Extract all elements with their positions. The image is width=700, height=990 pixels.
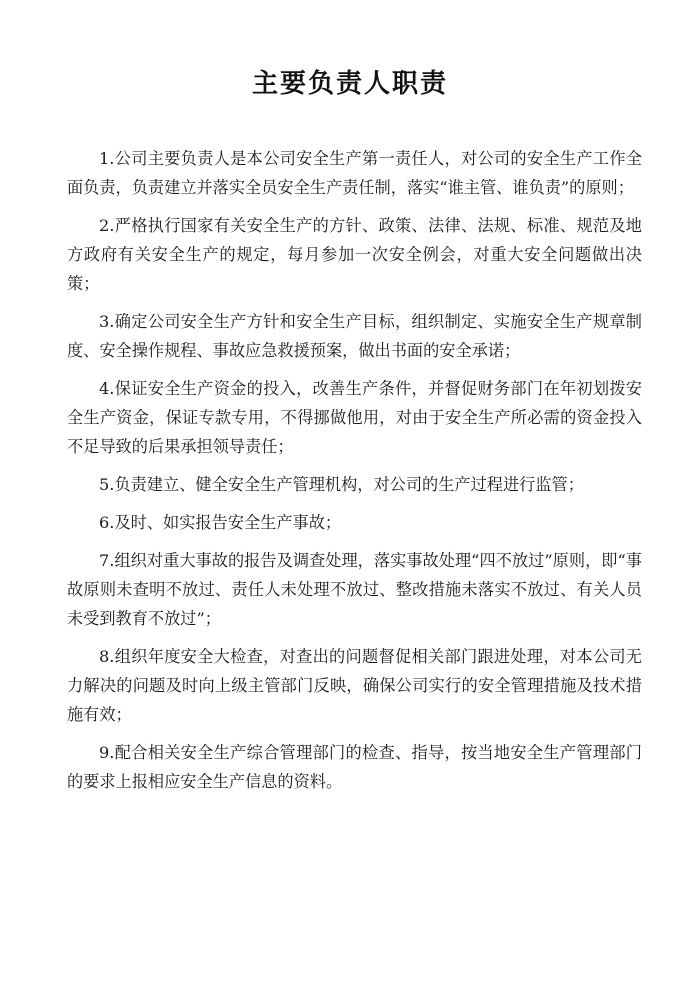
paragraph-7: 7.组织对重大事故的报告及调查处理，落实事故处理“四不放过”原则，即“事故原则未查明不放过、责任人未处理不放过、整改措施未落实不放过、有关人员未受到教育不放过”； — [67, 551, 642, 628]
paragraph-2: 2.严格执行国家有关安全生产的方针、政策、法律、法规、标准、规范及地方政府有关安全生产的规定，每月参加一次安全例会，对重大安全问题做出决策； — [67, 216, 642, 293]
paragraph-5: 5.负责建立、健全安全生产管理机构，对公司的生产过程进行监管； — [99, 475, 584, 494]
document-body — [67, 144, 642, 805]
paragraph-3: 3.确定公司安全生产方针和安全生产目标，组织制定、实施安全生产规章制度、安全操作规程、事故应急救援预案，做出书面的安全承诺； — [67, 312, 642, 360]
paragraph-4: 4.保证安全生产资金的投入，改善生产条件，并督促财务部门在年初划拨安全生产资金，保证专款专用，不得挪做他用，对由于安全生产所必需的资金投入不足导致的后果承担领导责任； — [67, 379, 642, 456]
document-title: 主要负责人职责 — [251, 69, 448, 99]
paragraph-1: 1.公司主要负责人是本公司安全生产第一责任人，对公司的安全生产工作全面负责，负责建立并落实全员安全生产责任制，落实“谁主管、谁负责”的原则； — [67, 149, 642, 197]
paragraph-8: 8.组织年度安全大检查，对查出的问题督促相关部门跟进处理，对本公司无力解决的问题及时向上级主管部门反映，确保公司实行的安全管理措施及技术措施有效； — [67, 647, 642, 724]
paragraph-9: 9.配合相关安全生产综合管理部门的检查、指导，按当地安全生产管理部门的要求上报相应安全生产信息的资料。 — [67, 743, 642, 791]
paragraph-6: 6.及时、如实报告安全生产事故； — [99, 513, 342, 532]
